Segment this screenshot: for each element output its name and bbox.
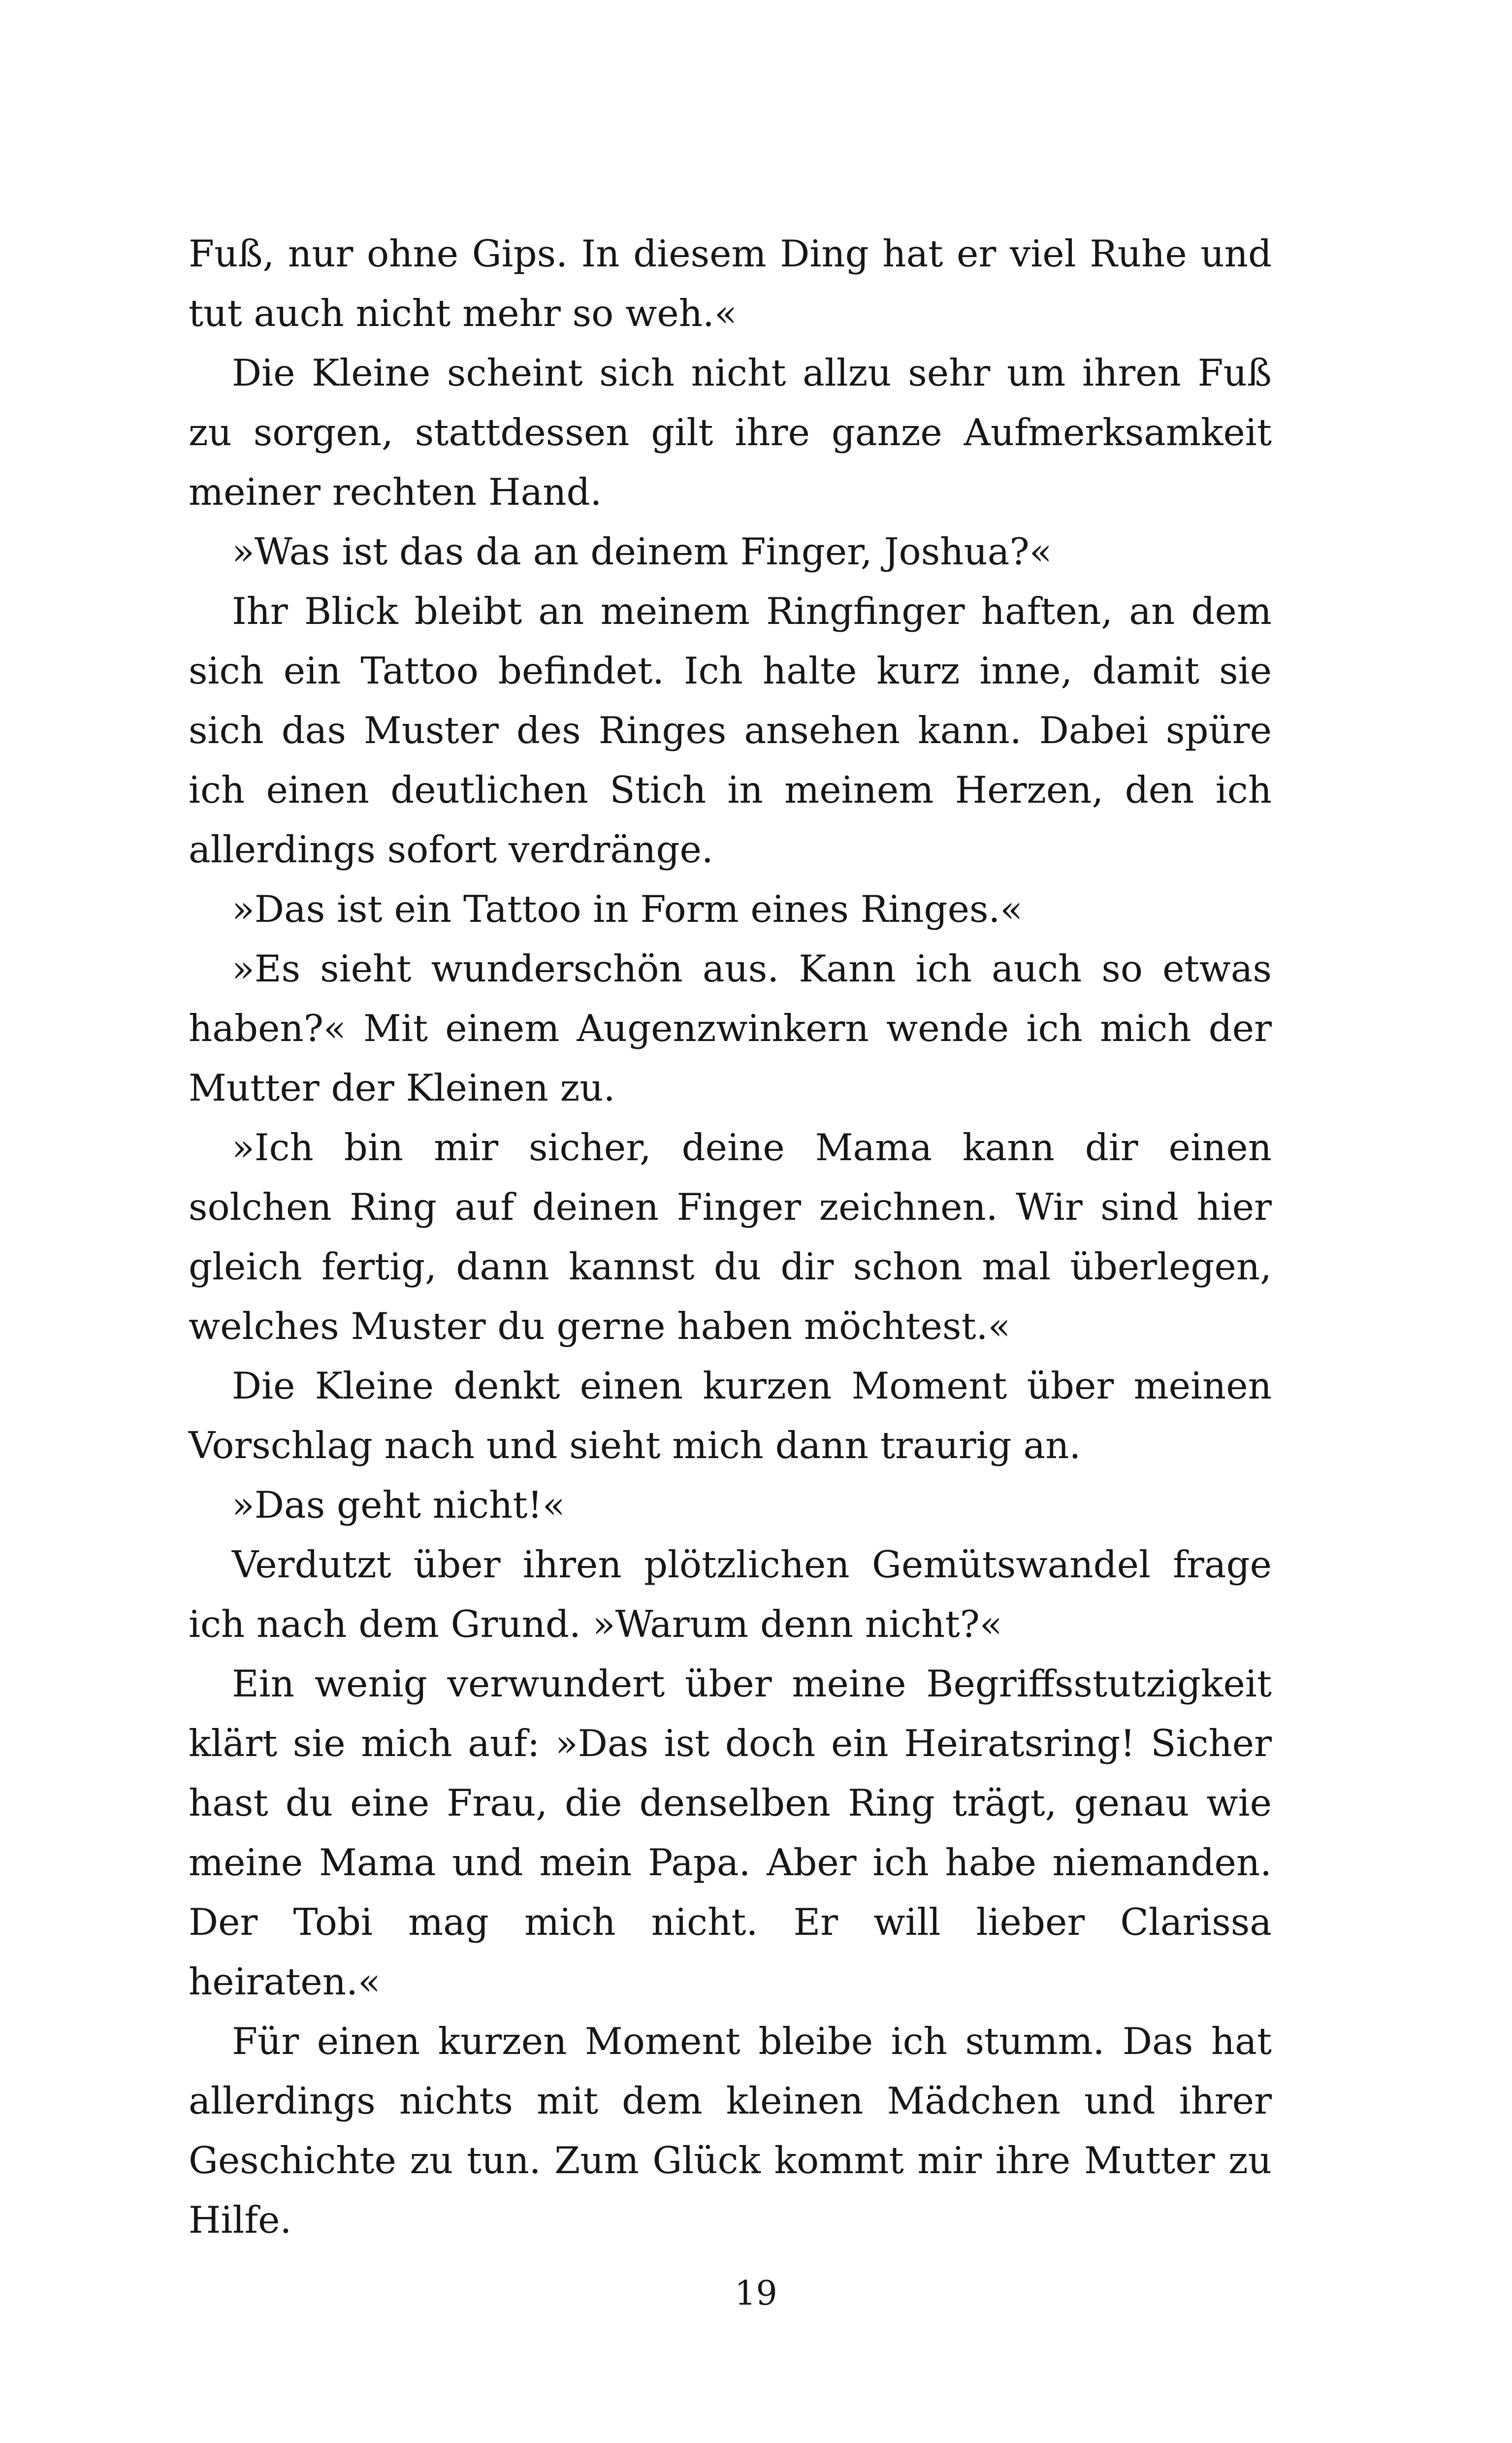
- paragraph: »Es sieht wunderschön aus. Kann ich auch so etwas haben?« Mit einem Augenzwinkern wende ich mich der Mutter der Kleinen zu.: [189, 947, 1272, 1109]
- paragraph: »Das geht nicht!«: [232, 1483, 565, 1527]
- page-number: 19: [735, 2274, 777, 2313]
- body-text: [189, 224, 1272, 2250]
- paragraph: Die Kleine scheint sich nicht allzu sehr um ihren Fuß zu sorgen, stattdessen gilt ihre ganze Aufmerksamkeit meiner rechten Hand.: [189, 351, 1272, 514]
- paragraph: Ein wenig verwundert über meine Begriffsstutzigkeit klärt sie mich auf: »Das ist doch ein Heiratsring! Sicher hast du eine Frau, die denselben Ring trägt, genau wie meine Mama und mein Papa. Aber ich habe niemanden. Der Tobi mag mich nicht. Er will lieber Clarissa heiraten.«: [189, 1662, 1272, 2003]
- paragraph: »Das ist ein Tattoo in Form eines Ringes.«: [232, 887, 1023, 931]
- paragraph: »Ich bin mir sicher, deine Mama kann dir einen solchen Ring auf deinen Finger zeichnen. Wir sind hier gleich fertig, dann kannst du dir schon mal überlegen, welches Muster du gerne haben möchtest.«: [189, 1126, 1272, 1348]
- paragraph: Verdutzt über ihren plötzlichen Gemütswandel frage ich nach dem Grund. »Warum denn nicht?«: [189, 1543, 1272, 1646]
- paragraph: »Was ist das da an deinem Finger, Joshua?«: [232, 530, 1052, 573]
- paragraph: Für einen kurzen Moment bleibe ich stumm. Das hat allerdings nichts mit dem kleinen Mädchen und ihrer Geschichte zu tun. Zum Glück kommt mir ihre Mutter zu Hilfe.: [189, 2020, 1272, 2242]
- paragraph: Die Kleine denkt einen kurzen Moment über meinen Vorschlag nach und sieht mich dann traurig an.: [189, 1364, 1272, 1467]
- paragraph: Fuß, nur ohne Gips. In diesem Ding hat er viel Ruhe und tut auch nicht mehr so weh.«: [189, 232, 1272, 335]
- paragraph: Ihr Blick bleibt an meinem Ringfinger haften, an dem sich ein Tattoo befindet. Ich halte kurz inne, damit sie sich das Muster des Ringes ansehen kann. Dabei spüre ich einen deutlichen Stich in meinem Herzen, den ich allerdings sofort verdränge.: [189, 589, 1272, 871]
